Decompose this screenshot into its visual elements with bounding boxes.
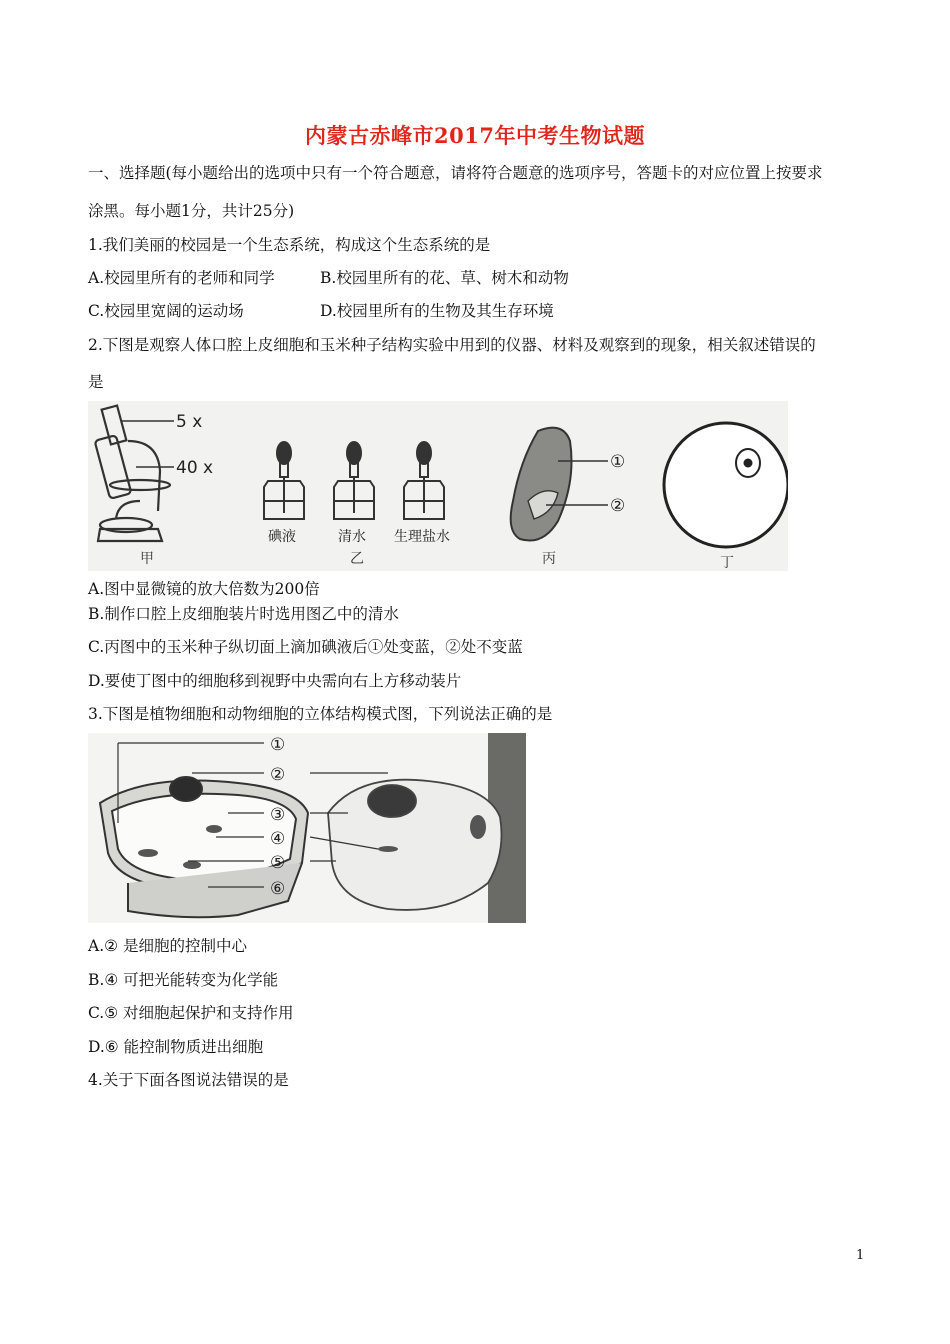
field-of-view-icon	[664, 423, 788, 547]
seed-mark-2: ②	[610, 496, 626, 516]
q1-option-a: A.校园里所有的老师和同学	[88, 269, 275, 287]
label-bing: 丙	[542, 551, 556, 567]
section-heading-line2: 涂黑。每小题1分，共计25分)	[88, 202, 295, 220]
microscope-icon	[95, 406, 170, 541]
cell-mark-2: ②	[270, 765, 286, 785]
cell-mark-1: ①	[270, 735, 286, 755]
q3-option-b: B.④ 可把光能转变为化学能	[88, 971, 279, 989]
q1-option-d: D.校园里所有的生物及其生存环境	[320, 302, 554, 320]
q2-option-b: B.制作口腔上皮细胞装片时选用图乙中的清水	[88, 605, 399, 623]
eyepiece-label: 5 x	[176, 412, 203, 432]
q3-option-a: A.② 是细胞的控制中心	[88, 937, 247, 955]
q4-stem: 4.关于下面各图说法错误的是	[88, 1071, 289, 1089]
q2-figure-drawing	[88, 401, 788, 571]
cell-mark-6: ⑥	[270, 879, 286, 899]
cell-mark-5: ⑤	[270, 853, 286, 873]
bottle1-label: 碘液	[268, 529, 296, 545]
bottle2-label: 清水	[338, 529, 366, 545]
corn-seed-icon	[511, 428, 572, 541]
q2-figure	[88, 401, 788, 571]
dropper-bottle-icon-1	[264, 442, 304, 519]
dropper-bottle-icon-3	[404, 442, 444, 519]
q3-stem: 3.下图是植物细胞和动物细胞的立体结构模式图，下列说法正确的是	[88, 705, 553, 723]
label-jia: 甲	[140, 551, 154, 567]
q3-option-c: C.⑤ 对细胞起保护和支持作用	[88, 1004, 294, 1022]
q2-option-a: A.图中显微镜的放大倍数为200倍	[88, 580, 320, 598]
q1-option-c: C.校园里宽阔的运动场	[88, 302, 244, 320]
q2-option-c: C.丙图中的玉米种子纵切面上滴加碘液后①处变蓝，②处不变蓝	[88, 638, 523, 656]
q3-option-d: D.⑥ 能控制物质进出细胞	[88, 1038, 264, 1056]
section-heading-line1: 一、选择题(每小题给出的选项中只有一个符合题意，请将符合题意的选项序号，答题卡的对应位置上按要求	[88, 164, 823, 182]
dropper-bottle-icon-2	[334, 442, 374, 519]
q2-stem-line2: 是	[88, 373, 104, 391]
cell-mark-3: ③	[270, 805, 286, 825]
q3-figure	[88, 733, 526, 923]
label-ding: 丁	[720, 555, 734, 571]
bottle3-label: 生理盐水	[394, 529, 450, 545]
q3-figure-drawing	[88, 733, 526, 923]
q1-option-b: B.校园里所有的花、草、树木和动物	[320, 269, 569, 287]
objective-label: 40 x	[176, 458, 214, 478]
seed-mark-1: ①	[610, 452, 626, 472]
page-number: 1	[856, 1248, 865, 1263]
page-title: 内蒙古赤峰市2017年中考生物试题	[305, 123, 645, 148]
label-yi: 乙	[350, 551, 364, 567]
cell-mark-4: ④	[270, 829, 286, 849]
q2-option-d: D.要使丁图中的细胞移到视野中央需向右上方移动装片	[88, 672, 462, 690]
q1-stem: 1.我们美丽的校园是一个生态系统，构成这个生态系统的是	[88, 236, 491, 254]
q2-stem-line1: 2.下图是观察人体口腔上皮细胞和玉米种子结构实验中用到的仪器、材料及观察到的现象，相关叙述错误的	[88, 336, 816, 354]
